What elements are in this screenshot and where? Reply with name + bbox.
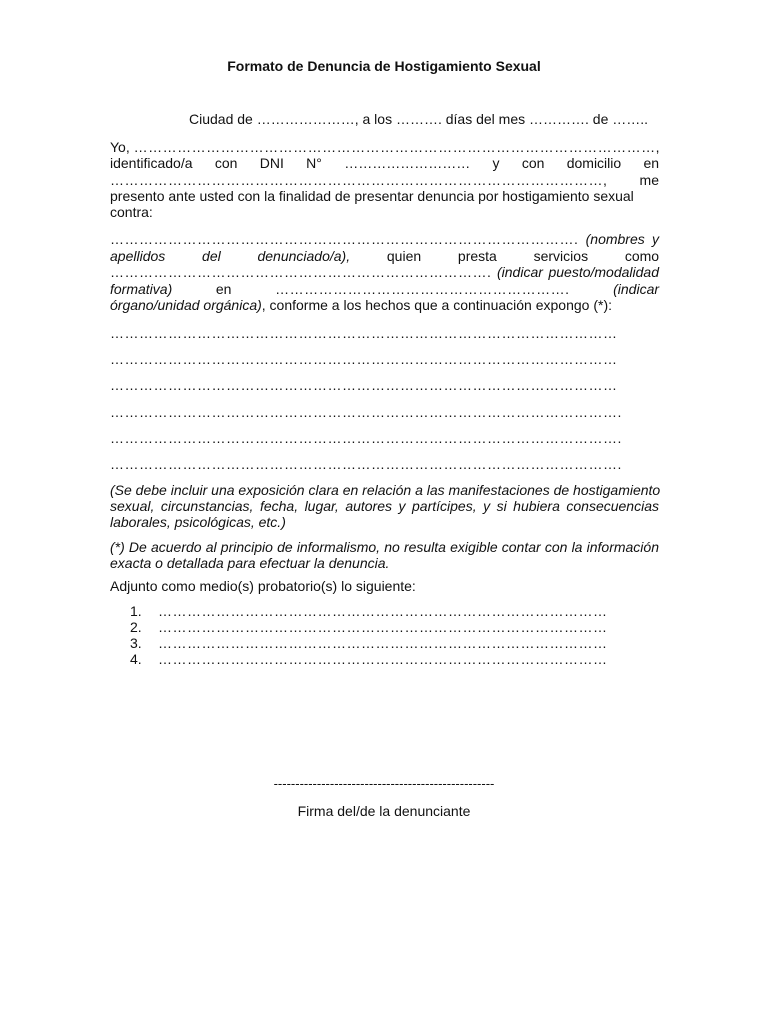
word: con [214,155,238,171]
word: denunciado/a), [257,248,351,264]
adjunto-line: Adjunto como medio(s) probatorio(s) lo siguiente: [110,578,416,594]
domicilio-line [110,172,659,189]
facts-blank-line: …………………………………………………………………………………………… [110,325,618,341]
name-blank: ………………………………………………………………………………………………, [133,139,661,155]
yo-word: Yo, [110,139,130,155]
facts-blank-line: ……………………………………………………………………………………………. [110,456,622,472]
evidence-number: 1. [130,603,142,619]
word: en [643,155,660,171]
word: presta [457,248,497,264]
evidence-blank: ………………………………………………………………………………… [158,635,608,651]
presento-line: presento ante usted con la finalidad de presentar denuncia por hostigamiento sexual [110,188,634,204]
word: y [652,231,659,247]
city-date-line: Ciudad de …………………, a los ………. días del mes …………. de …….. [189,111,649,127]
formativa-line [110,281,659,298]
word: domicilio [566,155,622,171]
evidence-number: 3. [130,635,142,651]
evidence-blank: ………………………………………………………………………………… [158,651,608,667]
apellidos-line [110,248,659,265]
evidence-item [130,603,650,619]
facts-blank-line: ……………………………………………………………………………………………. [110,404,622,420]
word: me [639,172,659,188]
evidence-number: 4. [130,651,142,667]
word: (indicar [613,281,660,297]
domicilio-blank: …………………………………………………………………………………………, [110,172,608,188]
id-line [110,155,659,172]
puesto-line [110,264,659,281]
note2-line: exacta o detallada para efectuar la denuncia. [110,555,390,571]
facts-blank-line: …………………………………………………………………………………………… [110,351,618,367]
word: en [215,281,232,297]
word: del [202,248,221,264]
word: quien [386,248,422,264]
signature-label: Firma del/de la denunciante [297,803,471,819]
organo-italic: órgano/unidad orgánica) [110,297,262,313]
evidence-blank: ………………………………………………………………………………… [158,619,608,635]
evidence-item [130,619,650,635]
dni-blank: ……………………… [344,155,471,171]
evidence-item [130,651,650,667]
evidence-number: 2. [130,619,142,635]
accused-name-blank: ……………………………………………………………………………………. [110,231,579,247]
facts-blank-line: …………………………………………………………………………………………… [110,377,618,393]
note2-line: (*) De acuerdo al principio de informalismo, no resulta exigible contar con la información [110,539,659,555]
facts-blank-line: ……………………………………………………………………………………………. [110,430,622,446]
evidence-blank: ………………………………………………………………………………… [158,603,608,619]
document-title: Formato de Denuncia de Hostigamiento Sexual [227,58,541,74]
contra-line: contra: [110,204,153,220]
word: servicios [533,248,589,264]
word: identificado/a [110,155,193,171]
signature-line: --------------------------------------------------- [273,776,495,791]
word: y [492,155,500,171]
word: N° [306,155,322,171]
evidence-item [130,635,650,651]
word: formativa) [110,281,173,297]
yo-line [110,139,659,156]
word: como [624,248,660,264]
organo-line [110,297,659,314]
names-line [110,231,659,248]
position-blank: ……………………………………………………………………. [110,264,492,280]
word: (nombres [585,231,645,247]
note1-line: (Se debe incluir una exposición clara en relación a las manifestaciones de hostigamiento [110,482,661,498]
word: DNI [259,155,284,171]
unit-blank: ……………………………………………………. [275,281,570,297]
note1-line: sexual, circunstancias, fecha, lugar, autores y partícipes, y si hubiera consecuencias [110,498,659,514]
organo-rest: , conforme a los hechos que a continuación expongo (*): [261,297,612,313]
note1-line: laborales, psicológicas, etc.) [110,514,286,530]
word: apellidos [110,248,166,264]
word: con [521,155,545,171]
word: (indicar puesto/modalidad [496,264,659,280]
